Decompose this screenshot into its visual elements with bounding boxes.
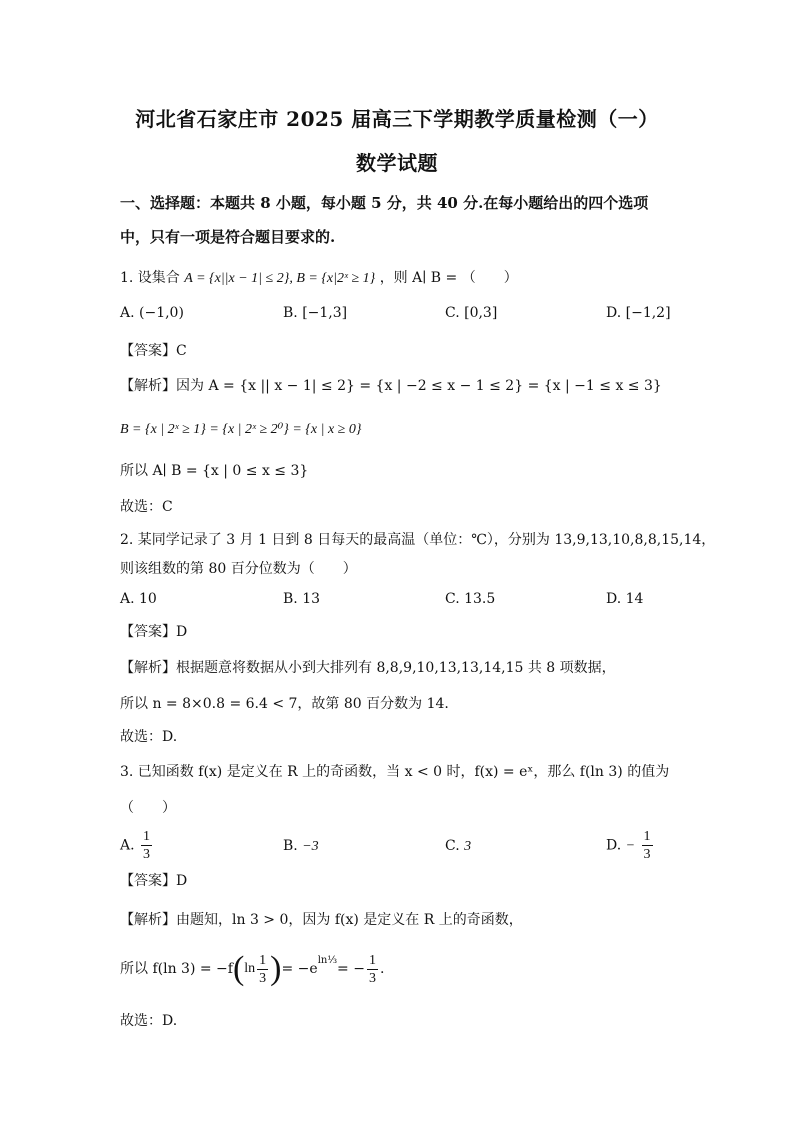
q2-conclusion: 故选：D. [120, 729, 178, 745]
q3-period: . [379, 961, 385, 977]
document-subtitle: 数学试题 [356, 151, 438, 175]
q3-option-d [606, 828, 655, 863]
section-heading-line1: 一、选择题：本题共 8 小题，每小题 5 分，共 40 分.在每小题给出的四个选项 [120, 194, 649, 212]
q2-option-d: D. 14 [606, 591, 644, 607]
q3-option-c [445, 838, 471, 855]
q3-result-denominator: 3 [368, 970, 376, 986]
q3-option-d-denominator: 3 [643, 847, 651, 862]
q3-analysis-end: = − [337, 961, 365, 977]
q3-option-d-fraction [642, 828, 653, 863]
q3-result-fraction [367, 952, 378, 987]
q1-conclusion: 故选：C [120, 499, 173, 515]
q3-stem-line1: 3. 已知函数 f(x) 是定义在 R 上的奇函数，当 x < 0 时，f(x) = eˣ，那么 f(ln 3) 的值为 [120, 764, 670, 780]
q3-analysis-line2 [120, 946, 384, 992]
q3-option-d-numerator: 1 [643, 829, 651, 844]
q1-stem [120, 268, 518, 289]
q3-option-a [120, 828, 154, 863]
q2-stem-line2: 则该组数的第 80 百分位数为（ ） [120, 561, 357, 577]
q1-set-b: , B = {x|2ˣ ≥ 1} [289, 271, 376, 286]
q1-stem-prefix: 1. 设集合 [120, 270, 180, 286]
q3-option-a-fraction [141, 828, 152, 863]
q3-option-b [283, 838, 319, 855]
q3-option-c-label: C. [445, 838, 460, 854]
q2-stem-line1: 2. 某同学记录了 3 月 1 日到 8 日每天的最高温（单位：℃），分别为 13,9,13,10,8,8,15,14， [120, 532, 716, 548]
q1-answer: 【答案】C [120, 343, 187, 359]
q3-option-a-numerator: 1 [143, 829, 151, 844]
q3-result-numerator: 1 [368, 952, 376, 968]
q3-option-b-value: −3 [302, 839, 319, 854]
q3-left-paren: ( [232, 950, 245, 987]
q3-stem-line2: （ ） [120, 800, 176, 816]
q1-stem-suffix: ，则 A∣ B = （ ） [379, 270, 518, 286]
q3-analysis-line1: 【解析】由题知，ln 3 > 0，因为 f(x) 是定义在 R 上的奇函数， [120, 912, 523, 928]
q2-option-c: C. 13.5 [445, 591, 496, 607]
q1-option-a: A. (−1,0) [120, 305, 184, 321]
q3-ln-fraction [257, 952, 268, 987]
section-heading-line2: 中，只有一项是符合题目要求的. [120, 228, 336, 246]
q3-exponent: ln⅓ [317, 955, 338, 966]
q3-conclusion: 故选：D. [120, 1013, 178, 1029]
q3-right-paren: ) [270, 950, 282, 987]
q2-analysis-line2: 所以 n = 8×0.8 = 6.4 < 7，故第 80 百分数为 14. [120, 696, 449, 712]
q1-option-c: C. [0,3] [445, 305, 498, 321]
q3-option-b-label: B. [283, 838, 298, 854]
q3-option-a-denominator: 3 [143, 847, 151, 862]
q2-option-a: A. 10 [120, 591, 157, 607]
q1-option-d: D. [−1,2] [606, 305, 671, 321]
q3-option-a-label: A. [120, 837, 135, 854]
q2-analysis-line1: 【解析】根据题意将数据从小到大排列有 8,8,9,10,13,13,14,15 共 8 项数据， [120, 660, 616, 676]
q3-ln-fraction-numerator: 1 [259, 952, 267, 968]
q2-option-b: B. 13 [283, 591, 321, 607]
q1-option-b: B. [−1,3] [283, 305, 348, 321]
document-title: 河北省石家庄市 2025 届高三下学期教学质量检测（一） [135, 107, 659, 131]
q3-analysis-prefix: 所以 f(ln 3) = −f [120, 961, 233, 977]
q3-option-d-sign: − [625, 838, 636, 854]
q1-analysis-line1: 【解析】因为 A = {x || x − 1| ≤ 2} = {x | −2 ≤ x − 1 ≤ 2} = {x | −1 ≤ x ≤ 3} [120, 378, 662, 394]
q3-analysis-middle: = −e [281, 961, 318, 977]
q3-option-c-value: 3 [464, 839, 472, 854]
q1-set-a: A = {x||x − 1| ≤ 2} [184, 271, 290, 286]
q3-ln-fraction-denominator: 3 [259, 970, 267, 986]
q3-ln-text: ln [244, 961, 256, 976]
q3-option-d-label: D. [606, 837, 622, 854]
q1-analysis-line3: 所以 A∣ B = {x | 0 ≤ x ≤ 3} [120, 463, 309, 479]
q1-analysis-line2: B = {x | 2ˣ ≥ 1} = {x | 2ˣ ≥ 2⁰} = {x | x ≥ 0} [120, 422, 362, 437]
q3-answer: 【答案】D [120, 873, 188, 889]
q2-answer: 【答案】D [120, 624, 188, 640]
